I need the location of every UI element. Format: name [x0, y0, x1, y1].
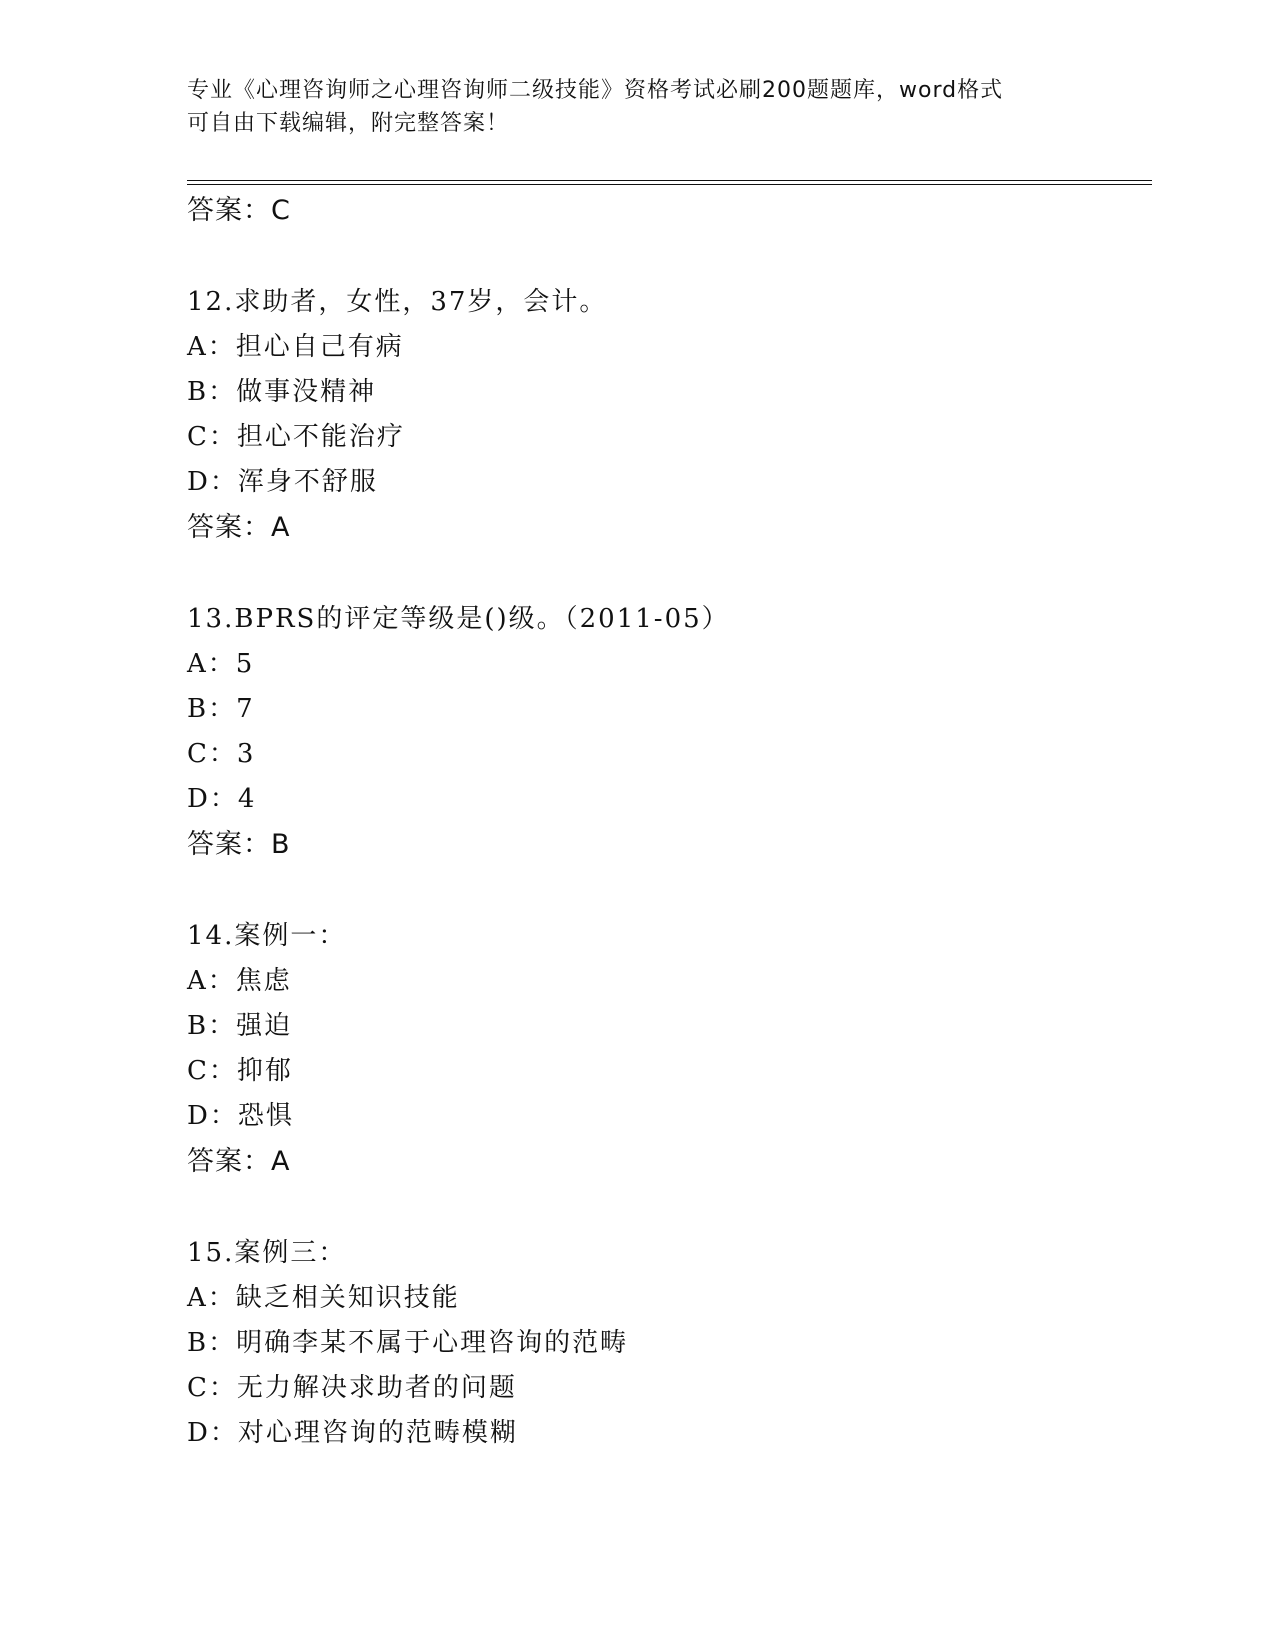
spacer — [187, 551, 1147, 597]
question-stem: 12.求助者，女性，37岁，会计。 — [187, 287, 608, 317]
option-c: C：3 — [187, 739, 256, 769]
option-b: B：做事没精神 — [187, 377, 377, 407]
option-a: A：缺乏相关知识技能 — [187, 1283, 460, 1313]
question-block-12 — [187, 280, 1147, 597]
spacer — [187, 234, 1147, 280]
question-stem: 13.BPRS的评定等级是()级。（2011-05） — [187, 604, 730, 634]
option-d: D：浑身不舒服 — [187, 467, 378, 497]
answer-line: 答案：B — [187, 829, 291, 860]
option-c: C：抑郁 — [187, 1056, 293, 1086]
question-block-15 — [187, 1231, 1147, 1456]
option-b: B：强迫 — [187, 1011, 293, 1041]
option-c: C：担心不能治疗 — [187, 422, 405, 452]
option-b: B：明确李某不属于心理咨询的范畴 — [187, 1328, 629, 1358]
question-list — [187, 188, 1147, 1456]
option-b: B：7 — [187, 694, 255, 724]
header-divider-bottom — [187, 184, 1152, 185]
option-d: D：对心理咨询的范畴模糊 — [187, 1418, 518, 1448]
question-block-13 — [187, 597, 1147, 914]
spacer — [187, 868, 1147, 914]
option-a: A：5 — [187, 649, 255, 679]
answer-line: 答案：A — [187, 512, 291, 543]
header-divider-top — [187, 180, 1152, 181]
document-header — [187, 74, 1067, 140]
question-stem: 14.案例一： — [187, 921, 347, 951]
answer-line: 答案：A — [187, 1146, 291, 1177]
option-d: D：恐惧 — [187, 1101, 294, 1131]
question-block-14 — [187, 914, 1147, 1231]
option-c: C：无力解决求助者的问题 — [187, 1373, 517, 1403]
option-d: D：4 — [187, 784, 257, 814]
header-title-line-2: 可自由下载编辑，附完整答案！ — [187, 111, 510, 136]
option-a: A：焦虑 — [187, 966, 292, 996]
option-a: A：担心自己有病 — [187, 332, 404, 362]
spacer — [187, 1185, 1147, 1231]
question-stem: 15.案例三： — [187, 1238, 347, 1268]
answer-line-q11: 答案：C — [187, 195, 291, 226]
header-title-line-1: 专业《心理咨询师之心理咨询师二级技能》资格考试必刷200题题库，word格式 — [187, 78, 1004, 103]
